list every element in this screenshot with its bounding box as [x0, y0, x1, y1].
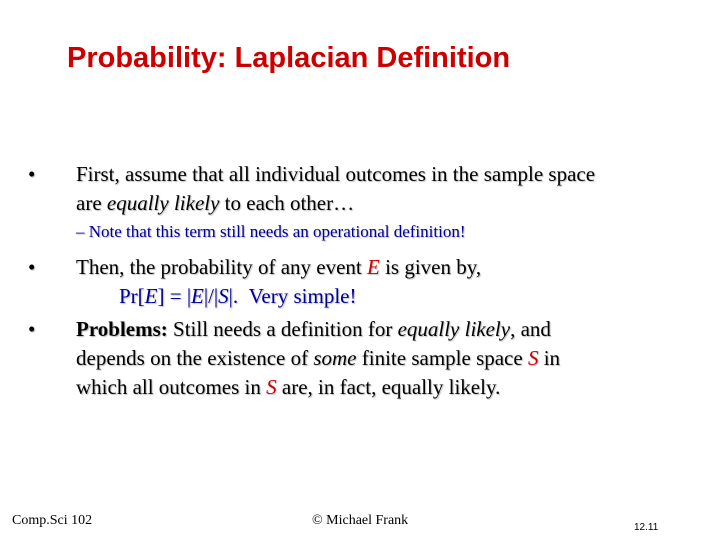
emphasis-text: some: [313, 346, 357, 370]
variable-s: S: [527, 346, 539, 370]
sub-bullet-note: [76, 222, 466, 242]
text-run: depends on the existence of: [76, 346, 314, 370]
text-run: Still needs a definition for: [167, 317, 398, 341]
sub-bullet-text: Note that this term still needs an operational definition!: [88, 222, 466, 241]
formula-var: E: [191, 284, 204, 308]
footer-author: © Michael Frank: [312, 513, 409, 528]
text-run: in: [538, 346, 561, 370]
bullet-line: [76, 315, 716, 344]
bullet-text: [76, 253, 716, 311]
text-run: are, in fact, equally likely.: [276, 375, 501, 399]
bullet-line: [76, 253, 716, 282]
bullet-marker: •: [28, 317, 36, 341]
formula-var: S: [218, 284, 229, 308]
bullet-marker: •: [28, 255, 36, 279]
bullet-marker: •: [28, 162, 36, 186]
emphasis-text: equally likely: [106, 191, 220, 215]
bullet-line: [76, 189, 716, 218]
sub-bullet-marker: –: [76, 222, 85, 241]
variable-e: E: [367, 255, 380, 279]
emphasis-text: equally likely: [397, 317, 511, 341]
slide-title: Probability: Laplacian Definition: [67, 42, 511, 74]
bullet-line: [76, 373, 716, 402]
text-run: are: [76, 191, 107, 215]
bullet-line: First, assume that all individual outcomes in the sample space: [76, 162, 596, 186]
problems-label: Problems:: [76, 317, 168, 341]
text-run: to each other…: [219, 191, 355, 215]
formula-part: |.: [228, 284, 239, 308]
text-run: which all outcomes in: [76, 375, 267, 399]
text-run: finite sample space: [356, 346, 528, 370]
formula-var: E: [144, 284, 158, 308]
formula-part: Pr[: [119, 284, 145, 308]
formula-part: |/|: [203, 284, 219, 308]
footer-course: Comp.Sci 102: [12, 513, 93, 528]
variable-s: S: [266, 375, 277, 399]
formula-tail: Very simple!: [248, 284, 357, 308]
bullet-text: [76, 160, 716, 218]
bullet-line: [76, 344, 716, 373]
text-run: Then, the probability of any event: [76, 255, 367, 279]
text-run: , and: [510, 317, 551, 341]
bullet-text: [76, 315, 716, 402]
text-run: is given by,: [379, 255, 482, 279]
formula-part: ] = |: [157, 284, 192, 308]
formula-line: [76, 282, 716, 311]
footer-page-number: 12.11: [634, 522, 659, 533]
